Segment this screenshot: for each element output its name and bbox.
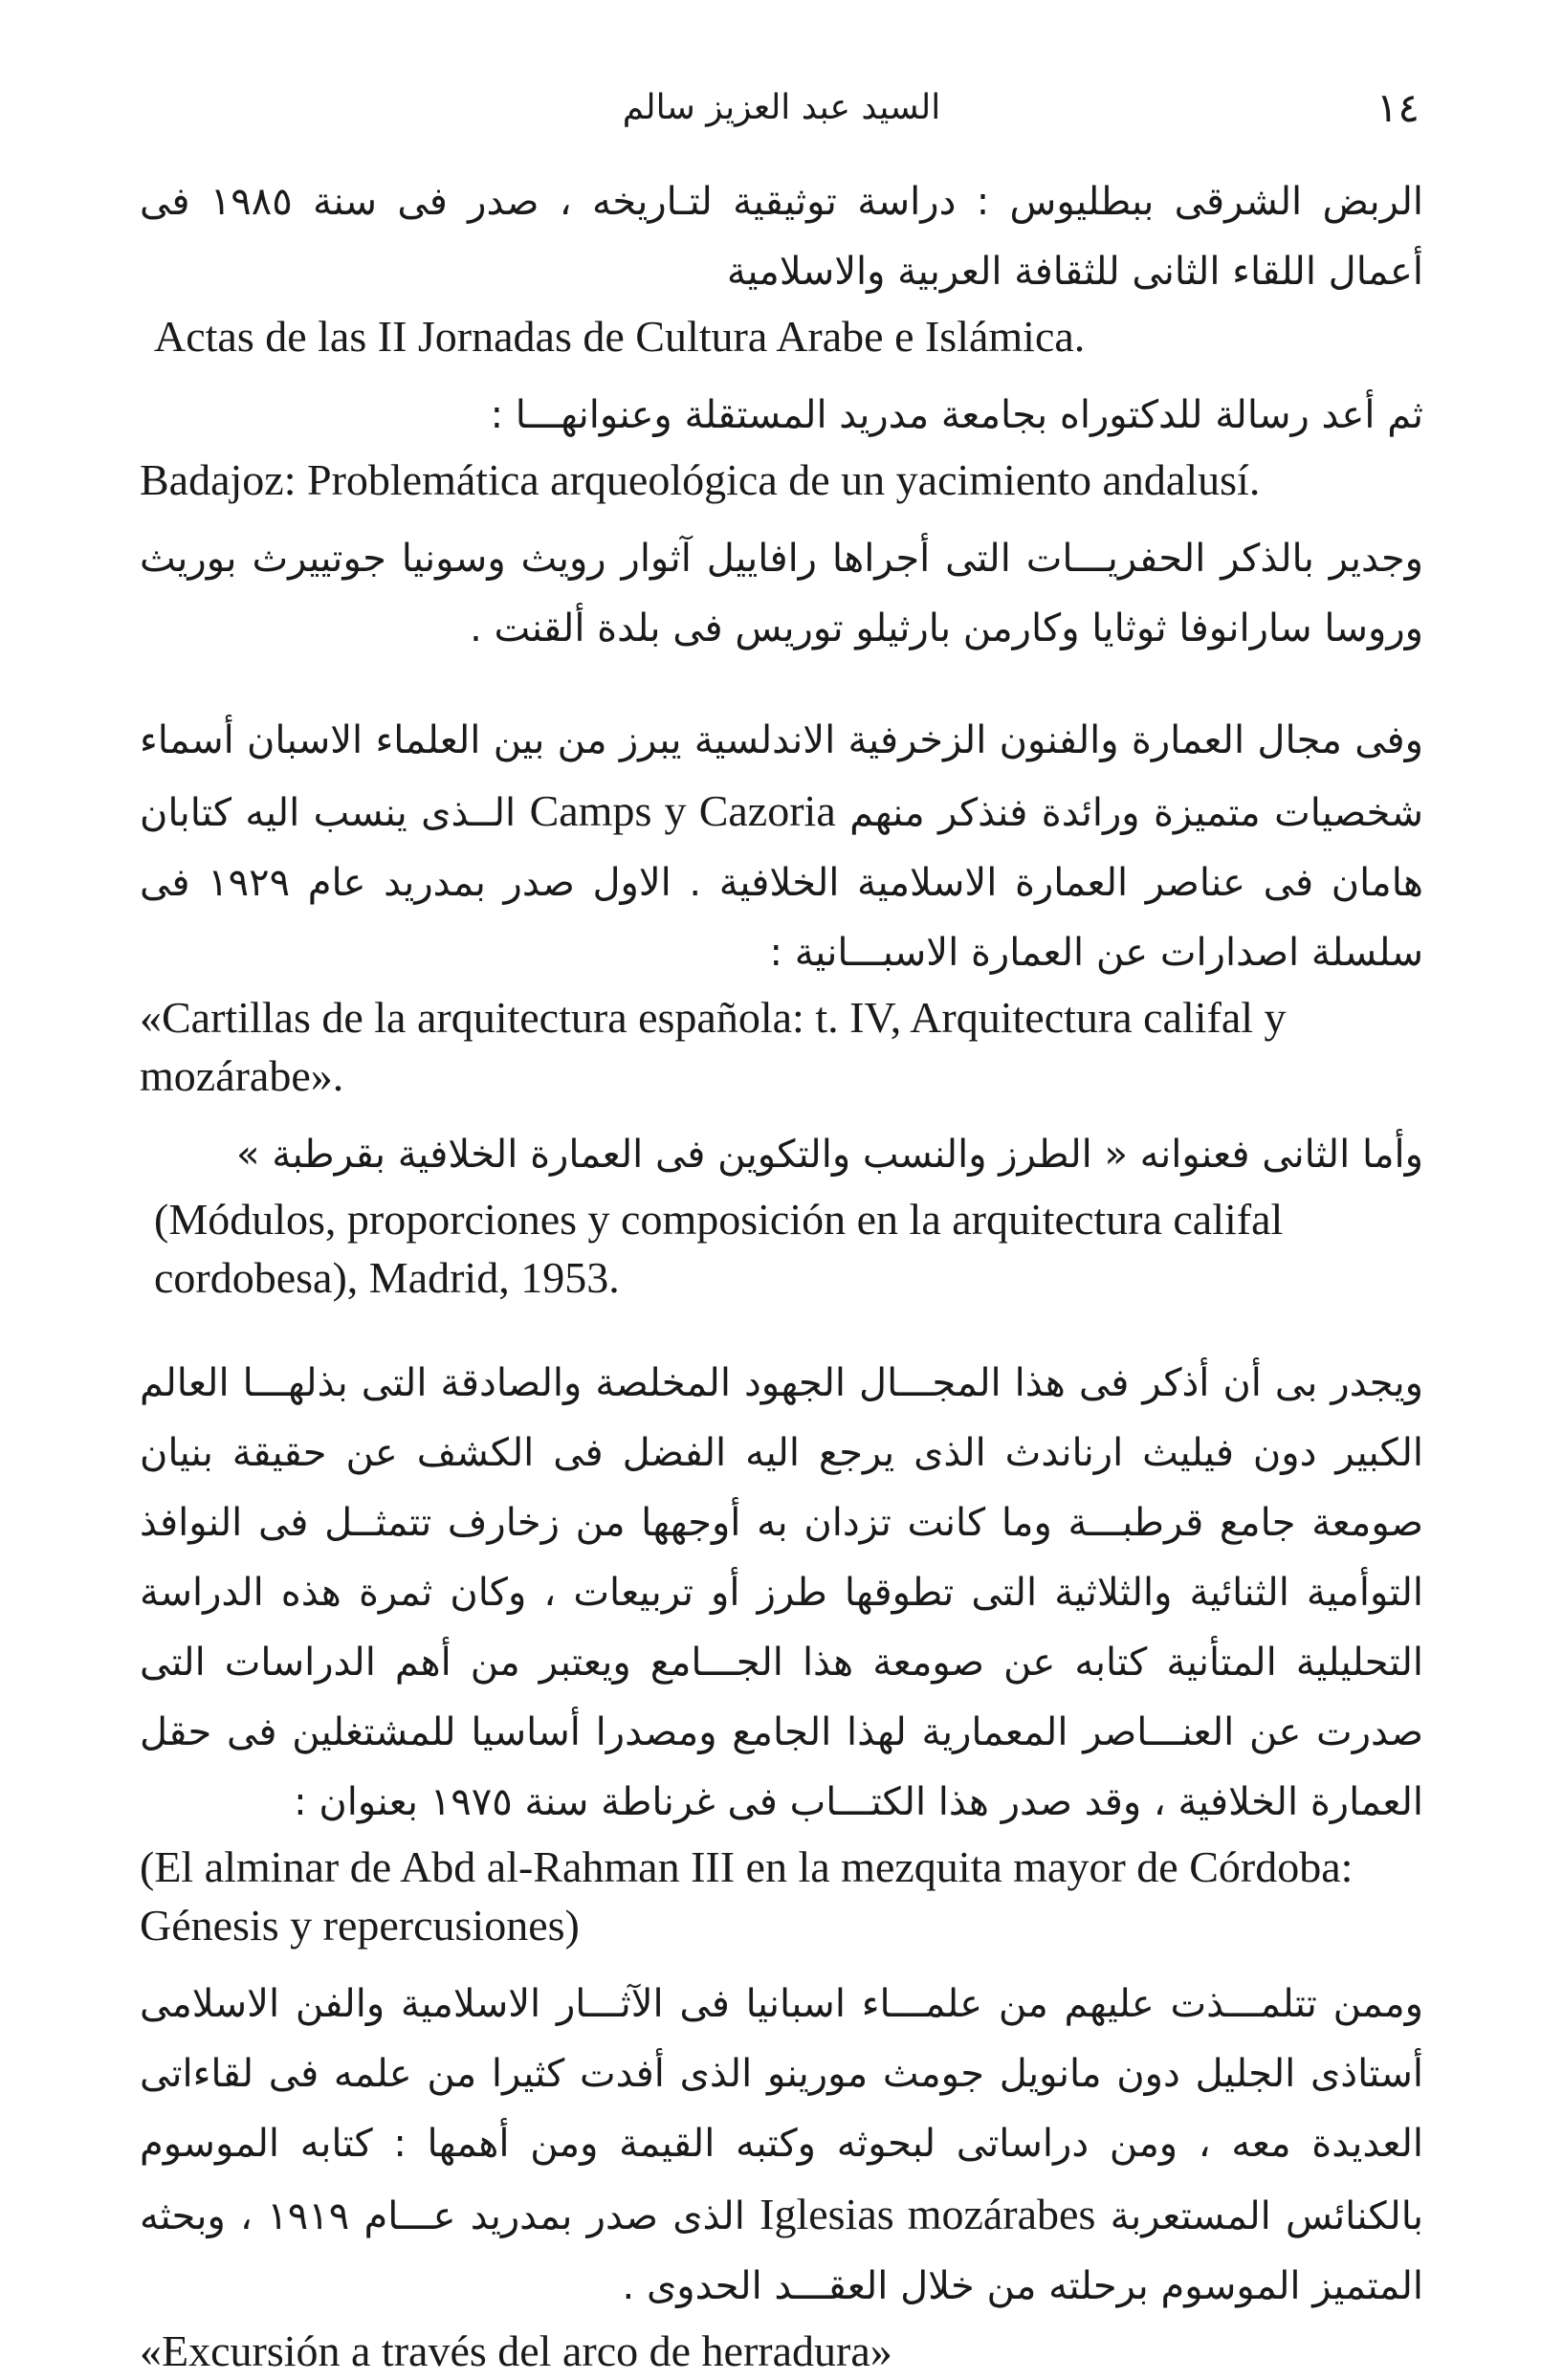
- latin-title-iglesias: Iglesias mozárabes: [759, 2190, 1096, 2238]
- arabic-paragraph-7-part-2: الذى صدر بمدريد عـــام ١٩١٩ ، وبحثه المتميز الموسوم برحلته من خلال العقـــد الحدوى .: [140, 2194, 1423, 2308]
- page-body: [140, 167, 1423, 2380]
- latin-title-actas: Actas de las II Jornadas de Cultura Arabe e Islámica.: [154, 312, 1086, 361]
- arabic-paragraph-6: ويجدر بى أن أذكر فى هذا المجـــال الجهود المخلصة والصادقة التى بذلهـــا العالم الكبير دون فيليث ارناندث الذى يرجع اليه الفضل فى الكشف عن حقيقة بنيان صومعة جامع قرطبـــة وما كانت تزدان به أوجهها من زخارف تتمثــل فى النوافذ التوأمية الثنائية والثلاثية التى تطوقها طرز أو تربيعات ، وكان ثمرة هذه الدراسة التحليلية المتأنية كتابه عن صومعة هذا الجـــامع ويعتبر من أهم الدراسات التى صدرت عن العنـــاصر المعمارية لهذا الجامع ومصدرا أساسيا للمشتغلين فى حقل العمارة الخلافية ، وقد صدر هذا الكتـــاب فى غرناطة سنة ١٩٧٥ بعنوان :: [140, 1361, 1423, 1824]
- arabic-paragraph-4-part-1: وفى مجال العمارة والفنون الزخرفية الاندلسية يبرز من بين العلماء الاسبان أسماء شخصيات متميزة ورائدة فنذكر منهم: [140, 718, 1424, 835]
- latin-title-alminar: (El alminar de Abd al-Rahman III en la mezquita mayor de Córdoba: Génesis y repercusiones): [140, 1842, 1354, 1950]
- latin-name-camps: Camps y Cazoria: [529, 786, 836, 835]
- running-title: السيد عبد العزيز سالم: [622, 88, 941, 127]
- arabic-paragraph-7-part-1: وممن تتلمـــذت عليهم من علمـــاء اسبانيا فى الآثـــار الاسلامية والفن الاسلامى أستاذى الجليل دون مانويل جومث مورينو الذى أفدت كثيرا من علمه فى لقاءاتى العديدة معه ، ومن دراساتى لبحوثه وكتبه القيمة ومن أهمها : كتابه الموسوم بالكنائس المستعربة: [140, 1982, 1424, 2238]
- arabic-paragraph-5: وأما الثانى فعنوانه « الطرز والنسب والتكوين فى العمارة الخلافية بقرطبة »: [236, 1133, 1423, 1177]
- arabic-paragraph-1: الربض الشرقى ببطليوس : دراسة توثيقية لتـاريخه ، صدر فى سنة ١٩٨٥ فى أعمال اللقاء الثانى للثقافة العربية والاسلامية: [140, 180, 1423, 294]
- latin-title-excursion: «Excursión a través del arco de herradura»: [140, 2326, 892, 2375]
- latin-title-badajoz: Badajoz: Problemática arqueológica de un yacimiento andalusí.: [140, 455, 1261, 504]
- page-header: [143, 84, 1420, 138]
- arabic-paragraph-3: وجدير بالذكر الحفريـــات التى أجراها رافاييل آثوار رويث وسونيا جوتييرث بوريث وروسا سارانوفا ثوثايا وكارمن بارثيلو توريس فى بلدة ألقنت .: [140, 537, 1423, 650]
- latin-title-cartillas: «Cartillas de la arquitectura española: t. IV, Arquitectura califal y mozárabe».: [140, 993, 1287, 1100]
- arabic-paragraph-4: [140, 706, 1423, 988]
- arabic-paragraph-4-part-2: الــذى ينسب اليه كتابان هامان فى عناصر العمارة الاسلامية الخلافية . الاول صدر بمدريد عام ١٩٢٩ فى سلسلة اصدارات عن العمارة الاسبـــانية :: [140, 791, 1423, 975]
- latin-title-modulos: (Módulos, proporciones y composición en la arquitectura califal cordobesa), Madrid, 1953.: [154, 1195, 1284, 1302]
- arabic-paragraph-7: [140, 1970, 1423, 2322]
- page-number: ١٤: [1376, 84, 1420, 131]
- arabic-paragraph-2: ثم أعد رسالة للدكتوراه بجامعة مدريد المستقلة وعنوانهـــا :: [490, 393, 1423, 437]
